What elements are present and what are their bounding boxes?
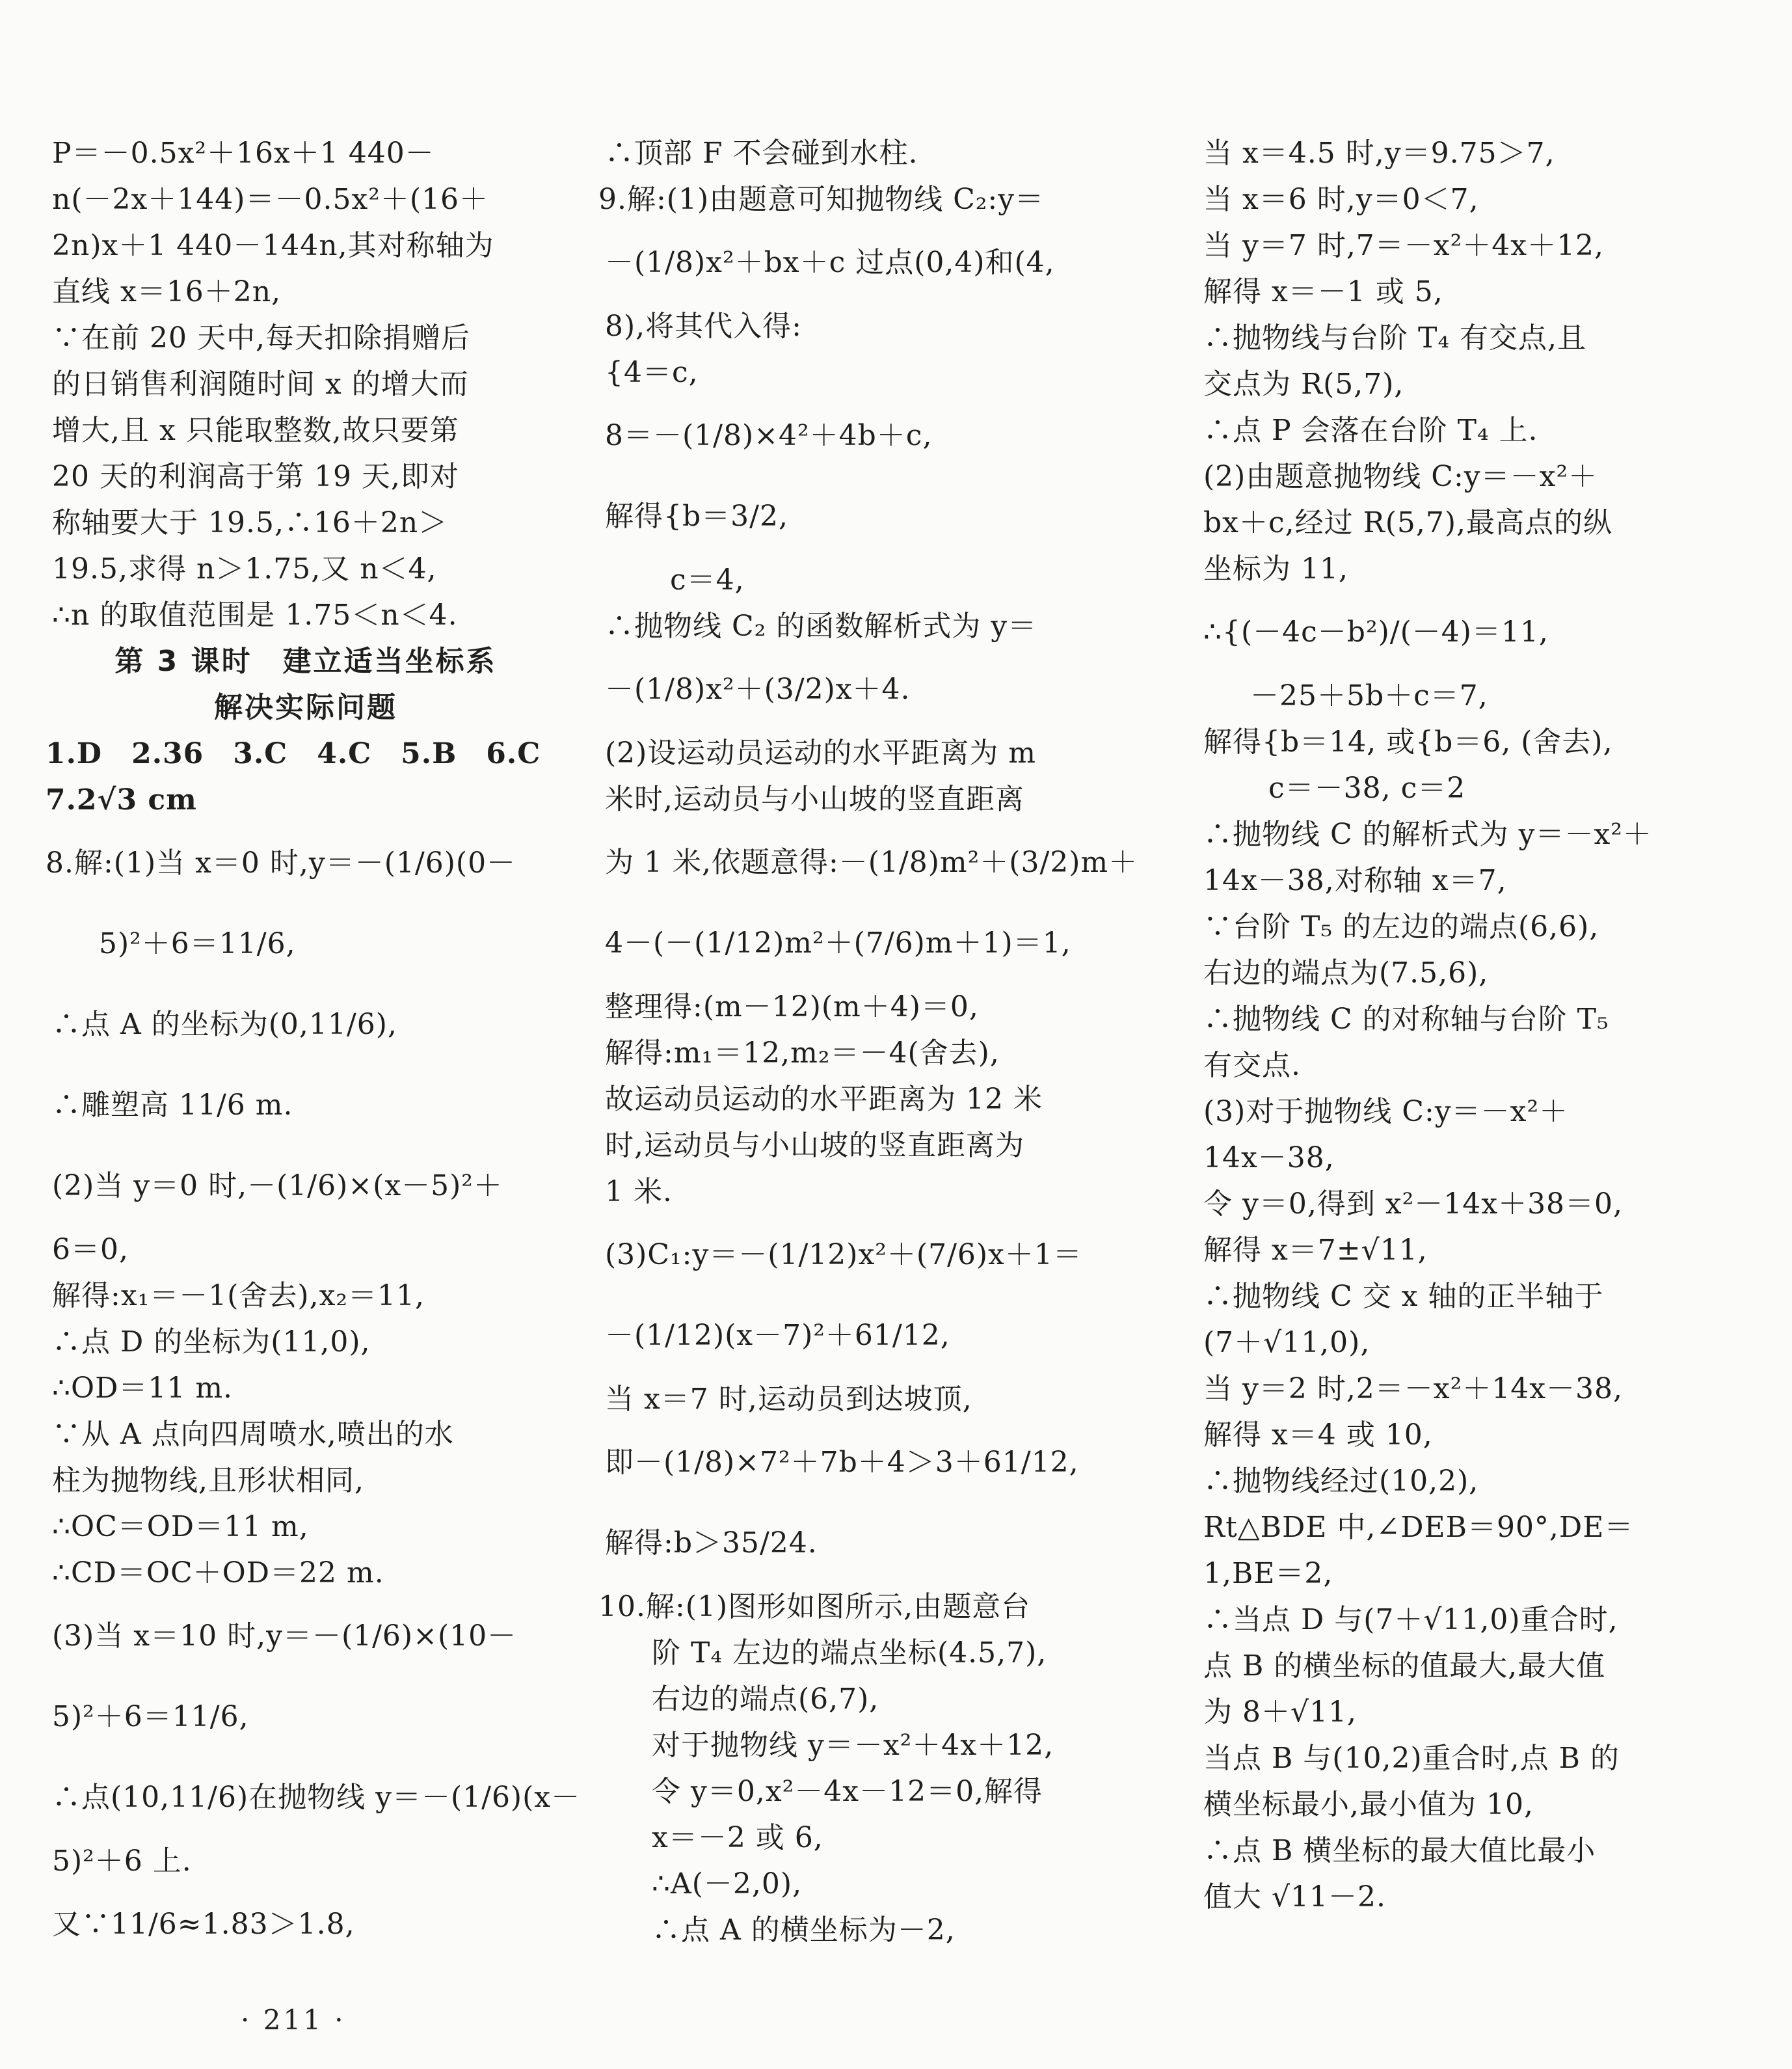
text-line: 右边的端点为(7.5,6), bbox=[1203, 956, 1489, 990]
text-line: 令 y＝0,得到 x²－14x＋38＝0, bbox=[1203, 1187, 1624, 1221]
text-line: 4－(－(1/12)m²＋(7/6)m＋1)＝1, bbox=[605, 926, 1071, 960]
text-line: ∴雕塑高 11/6 m. bbox=[52, 1089, 293, 1122]
text-line: 当点 B 与(10,2)重合时,点 B 的 bbox=[1203, 1742, 1620, 1775]
text-line: 当 x＝7 时,运动员到达坡顶, bbox=[605, 1383, 972, 1416]
text-line: ∴当点 D 与(7＋√11,0)重合时, bbox=[1203, 1603, 1618, 1636]
text-line: 增大,且 x 只能取整数,故只要第 bbox=[52, 414, 459, 447]
text-line: ∴抛物线 C 的解析式为 y＝－x²＋ bbox=[1203, 818, 1652, 851]
text-line: (3)C₁:y＝－(1/12)x²＋(7/6)x＋1＝ bbox=[605, 1238, 1082, 1271]
text-line: x＝－2 或 6, bbox=[652, 1821, 823, 1854]
text-line: －(1/8)x²＋bx＋c 过点(0,4)和(4, bbox=[605, 246, 1055, 279]
text-line: 当 x＝4.5 时,y＝9.75＞7, bbox=[1203, 137, 1555, 170]
text-line: 1,BE＝2, bbox=[1203, 1557, 1333, 1590]
text-line: 20 天的利润高于第 19 天,即对 bbox=[52, 460, 459, 493]
text-line: 整理得:(m－12)(m＋4)＝0, bbox=[605, 990, 979, 1023]
text-line: 直线 x＝16＋2n, bbox=[52, 275, 282, 308]
section-heading: 解决实际问题 bbox=[214, 691, 397, 724]
text-line: ∴{(－4c－b²)/(－4)＝11, bbox=[1203, 615, 1549, 649]
text-line: 解得{b＝14, 或{b＝6, (舍去), bbox=[1203, 725, 1613, 759]
text-line: ∵从 A 点向四周喷水,喷出的水 bbox=[52, 1418, 454, 1451]
text-line: (2)设运动员运动的水平距离为 m bbox=[605, 737, 1037, 770]
text-line: 柱为抛物线,且形状相同, bbox=[52, 1464, 364, 1497]
text-line: ∴OC＝OD＝11 m, bbox=[52, 1510, 309, 1543]
text-line: 8＝－(1/8)×4²＋4b＋c, bbox=[605, 419, 933, 452]
problem-10-start: 10.解:(1)图形如图所示,由题意台 bbox=[598, 1590, 1031, 1623]
text-line: ∴抛物线 C 交 x 轴的正半轴于 bbox=[1203, 1280, 1604, 1313]
text-line: 解得 x＝7±√11, bbox=[1203, 1234, 1428, 1267]
text-line: 时,运动员与小山坡的竖直距离为 bbox=[605, 1129, 1024, 1162]
text-line: 令 y＝0,x²－4x－12＝0,解得 bbox=[652, 1775, 1043, 1808]
text-line: ∴抛物线 C 的对称轴与台阶 T₅ bbox=[1203, 1003, 1609, 1036]
text-line: ∴抛物线 C₂ 的函数解析式为 y＝ bbox=[605, 610, 1037, 643]
text-line: ∵在前 20 天中,每天扣除捐赠后 bbox=[52, 321, 470, 355]
text-line: ∴点 P 会落在台阶 T₄ 上. bbox=[1203, 414, 1538, 447]
text-line: 故运动员运动的水平距离为 12 米 bbox=[605, 1083, 1043, 1116]
text-line: 6＝0, bbox=[52, 1233, 129, 1266]
text-line: {4＝c, bbox=[605, 356, 699, 389]
text-line: (2)当 y＝0 时,－(1/6)×(x－5)²＋ bbox=[52, 1169, 503, 1202]
text-line: 解得{b＝3/2, bbox=[605, 500, 788, 533]
text-line: 解得 x＝－1 或 5, bbox=[1203, 275, 1443, 308]
text-line: (2)由题意抛物线 C:y＝－x²＋ bbox=[1203, 460, 1598, 493]
text-line: 的日销售利润随时间 x 的增大而 bbox=[52, 368, 469, 401]
text-line: ∵台阶 T₅ 的左边的端点(6,6), bbox=[1203, 910, 1599, 943]
answer-line: 7.2√3 cm bbox=[46, 783, 197, 817]
text-line: 解得:x₁＝－1(舍去),x₂＝11, bbox=[52, 1279, 425, 1312]
text-line: 19.5,求得 n＞1.75,又 n＜4, bbox=[52, 552, 437, 586]
text-line: 5)²＋6＝11/6, bbox=[99, 927, 296, 960]
text-line: 点 B 的横坐标的值最大,最大值 bbox=[1203, 1649, 1606, 1683]
text-line: 阶 T₄ 左边的端点坐标(4.5,7), bbox=[652, 1636, 1047, 1670]
text-line: ∴顶部 F 不会碰到水柱. bbox=[605, 137, 918, 170]
text-line: Rt△BDE 中,∠DEB＝90°,DE＝ bbox=[1203, 1511, 1634, 1544]
text-line: ∴点(10,11/6)在抛物线 y＝－(1/6)(x－ bbox=[52, 1781, 581, 1814]
page-number: · 211 · bbox=[241, 2004, 346, 2036]
text-line: ∴抛物线经过(10,2), bbox=[1203, 1465, 1479, 1498]
text-line: ∴抛物线与台阶 T₄ 有交点,且 bbox=[1203, 321, 1586, 355]
text-line: 8),将其代入得: bbox=[605, 310, 802, 343]
text-line: －25＋5b＋c＝7, bbox=[1250, 679, 1488, 712]
text-line: 解得:b＞35/24. bbox=[605, 1526, 818, 1560]
text-line: ∴OD＝11 m. bbox=[52, 1372, 234, 1405]
text-line: 又∵11/6≈1.83＞1.8, bbox=[52, 1908, 355, 1941]
text-line: 解得:m₁＝12,m₂＝－4(舍去), bbox=[605, 1036, 1000, 1070]
text-line: 当 y＝7 时,7＝－x²＋4x＋12, bbox=[1203, 229, 1605, 262]
text-line: ∴点 A 的坐标为(0,11/6), bbox=[52, 1008, 397, 1041]
text-line: 解得 x＝4 或 10, bbox=[1203, 1418, 1433, 1452]
text-line: 坐标为 11, bbox=[1203, 552, 1348, 586]
text-line: 称轴要大于 19.5,∴16＋2n＞ bbox=[52, 506, 448, 539]
text-line: (7＋√11,0), bbox=[1203, 1326, 1371, 1359]
text-line: c＝4, bbox=[670, 563, 745, 597]
text-line: ∴A(－2,0), bbox=[652, 1867, 803, 1900]
text-line: c＝－38, c＝2 bbox=[1268, 772, 1466, 805]
text-line: 交点为 R(5,7), bbox=[1203, 368, 1404, 401]
text-line: 米时,运动员与小山坡的竖直距离 bbox=[605, 783, 1024, 816]
text-line: －(1/8)x²＋(3/2)x＋4. bbox=[605, 673, 911, 706]
text-line: 1 米. bbox=[605, 1175, 673, 1208]
text-line: 5)²＋6＝11/6, bbox=[52, 1700, 249, 1733]
text-line: 为 8＋√11, bbox=[1203, 1696, 1357, 1729]
answer-line: 1.D 2.36 3.C 4.C 5.B 6.C bbox=[46, 737, 541, 770]
text-line: ∴n 的取值范围是 1.75＜n＜4. bbox=[52, 599, 458, 632]
text-line: (3)当 x＝10 时,y＝－(1/6)×(10－ bbox=[52, 1619, 517, 1653]
column-right bbox=[1203, 130, 1711, 1920]
text-line: 当 y＝2 时,2＝－x²＋14x－38, bbox=[1203, 1372, 1624, 1405]
text-line: 值大 √11－2. bbox=[1203, 1880, 1386, 1913]
text-line: 即－(1/8)×7²＋7b＋4＞3＋61/12, bbox=[605, 1446, 1079, 1479]
text-line: ∴点 A 的横坐标为－2, bbox=[652, 1913, 956, 1947]
problem-8-start: 8.解:(1)当 x＝0 时,y＝－(1/6)(0－ bbox=[46, 846, 516, 880]
text-line: 为 1 米,依题意得:－(1/8)m²＋(3/2)m＋ bbox=[605, 846, 1138, 879]
text-line: 对于抛物线 y＝－x²＋4x＋12, bbox=[652, 1729, 1054, 1762]
text-line: (3)对于抛物线 C:y＝－x²＋ bbox=[1203, 1095, 1569, 1128]
text-line: －(1/12)(x－7)²＋61/12, bbox=[605, 1319, 950, 1352]
section-heading: 第 3 课时 建立适当坐标系 bbox=[114, 645, 497, 678]
text-line: bx＋c,经过 R(5,7),最高点的纵 bbox=[1203, 506, 1613, 539]
text-line: ∴点 B 横坐标的最大值比最小 bbox=[1203, 1834, 1596, 1867]
text-line: P＝－0.5x²＋16x＋1 440－ bbox=[52, 137, 435, 170]
text-line: 右边的端点(6,7), bbox=[652, 1683, 879, 1716]
text-line: 横坐标最小,最小值为 10, bbox=[1203, 1788, 1534, 1821]
text-line: 有交点. bbox=[1203, 1049, 1301, 1082]
text-line: ∴CD＝OC＋OD＝22 m. bbox=[52, 1556, 384, 1589]
column-left bbox=[46, 130, 581, 1965]
text-line: n(－2x＋144)＝－0.5x²＋(16＋ bbox=[52, 183, 489, 216]
column-middle bbox=[598, 130, 1138, 1953]
text-line: 14x－38,对称轴 x＝7, bbox=[1203, 864, 1507, 897]
text-line: 2n)x＋1 440－144n,其对称轴为 bbox=[52, 229, 494, 262]
text-line: 5)²＋6 上. bbox=[52, 1845, 192, 1878]
text-line: 14x－38, bbox=[1203, 1141, 1335, 1174]
text-line: ∴点 D 的坐标为(11,0), bbox=[52, 1325, 371, 1359]
problem-9-start: 9.解:(1)由题意可知抛物线 C₂:y＝ bbox=[598, 183, 1045, 216]
text-line: 当 x＝6 时,y＝0＜7, bbox=[1203, 183, 1479, 216]
